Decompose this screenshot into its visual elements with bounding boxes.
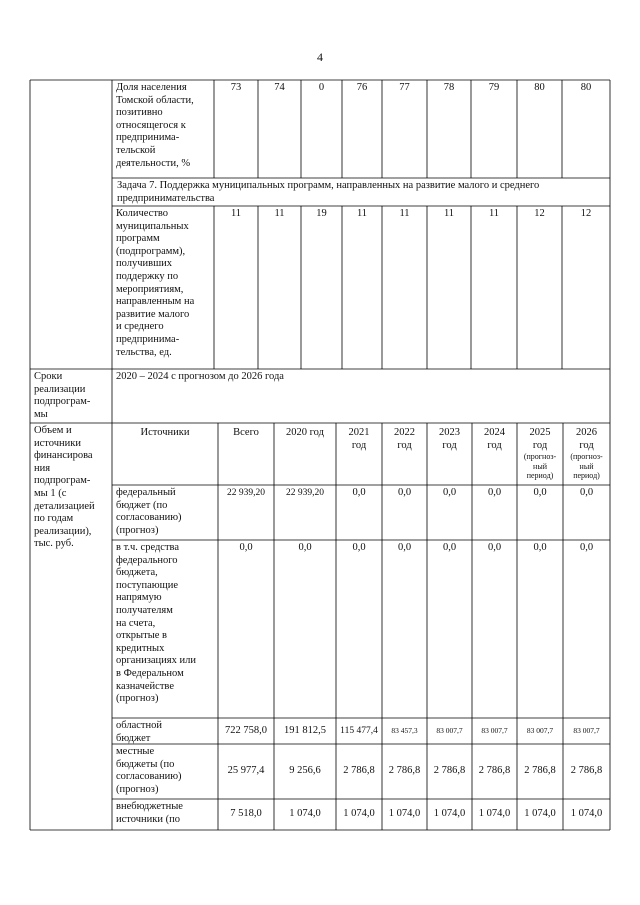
label-line: организациях или <box>116 655 196 667</box>
label-line: в Федеральном <box>116 667 184 679</box>
header-note: период) <box>573 471 600 481</box>
table-cell: 1 074,0 <box>433 808 466 820</box>
task7-line: Задача 7. Поддержка муниципальных программ, направленных на развитие малого и среднего <box>117 180 540 191</box>
indicator-programs-value: 11 <box>230 208 242 219</box>
label-line: тыс. руб. <box>34 538 74 550</box>
label-line: бюджет <box>116 732 151 744</box>
table-cell: 722 758,0 <box>225 724 267 736</box>
indicator-share-label <box>112 80 214 178</box>
financing-label <box>30 423 112 830</box>
indicator-share-value: 74 <box>274 82 285 93</box>
label-line: финансирова <box>34 450 93 462</box>
table-cell: 1 074,0 <box>524 808 556 820</box>
table-cell: 191 812,5 <box>284 724 326 736</box>
table-row-label <box>112 799 218 830</box>
header-sources: Источники <box>140 427 190 438</box>
table-row-label <box>112 718 218 744</box>
label-line: согласованию) <box>116 771 182 783</box>
header-2025 <box>517 423 563 481</box>
indicator-share-value: 77 <box>399 82 410 93</box>
label-line: муниципальных <box>116 220 189 232</box>
label-line: Томской области, <box>116 94 194 106</box>
table-cell: 0,0 <box>442 487 457 498</box>
indicator-share-value: 80 <box>534 82 545 93</box>
table-cell: 83 007,7 <box>573 725 600 735</box>
label-line: реализации), <box>34 525 92 537</box>
table-row-label <box>112 485 218 540</box>
table-cell: 1 074,0 <box>289 808 321 820</box>
header-line: 2025 <box>529 427 551 438</box>
indicator-programs-value: 11 <box>488 208 500 219</box>
table-cell: 1 074,0 <box>570 808 603 820</box>
label-line: мы 1 (с <box>34 487 67 499</box>
label-line: и среднего <box>116 321 164 333</box>
indicator-share-value: 80 <box>580 82 592 93</box>
header-2024 <box>472 423 517 452</box>
header-line: 2022 <box>394 427 415 438</box>
terms-value: 2020 – 2024 с прогнозом до 2026 года <box>116 371 284 382</box>
label-line: подпрограм- <box>34 396 91 408</box>
label-line: федерального <box>116 554 178 566</box>
label-line: детализацией <box>34 500 95 512</box>
header-2026 <box>563 423 610 481</box>
label-line: направленным на <box>116 296 195 308</box>
header-line: год <box>442 439 457 451</box>
task7-line: предпринимательства <box>117 192 215 204</box>
indicator-programs-value: 11 <box>356 208 368 219</box>
table-cell: 0,0 <box>442 542 457 553</box>
table-cell: 0,0 <box>397 487 412 498</box>
table-cell: 2 786,8 <box>388 765 421 777</box>
label-line: внебюджетные <box>116 801 183 812</box>
label-line: кредитных <box>116 642 165 654</box>
label-line: Объем и <box>34 425 72 436</box>
table-cell: 0,0 <box>533 542 547 553</box>
table-cell: 0,0 <box>579 542 594 553</box>
indicator-programs-value: 12 <box>534 208 545 219</box>
indicator-share-value: 79 <box>488 82 500 93</box>
terms-label <box>30 369 112 423</box>
label-line: Сроки <box>34 371 63 382</box>
label-line: программ <box>116 233 160 245</box>
label-line: местные <box>116 746 155 757</box>
indicator-share-value: 76 <box>356 82 368 93</box>
table-row-label <box>112 744 218 799</box>
label-line: в т.ч. средства <box>116 542 180 553</box>
label-line: предпринима- <box>116 132 180 144</box>
table-row-label <box>112 540 218 718</box>
label-line: напрямую <box>116 592 162 604</box>
indicator-programs-value: 12 <box>580 208 592 219</box>
table-cell: 2 786,8 <box>524 765 556 777</box>
label-line: согласованию) <box>116 512 182 524</box>
page-number: 4 <box>317 50 323 64</box>
header-2020: 2020 год <box>286 427 324 438</box>
label-line: бюджеты (по <box>116 758 175 770</box>
header-line: год <box>487 439 502 451</box>
table-cell: 0,0 <box>298 542 312 553</box>
table-cell: 2 786,8 <box>433 765 466 777</box>
header-note: ный <box>579 461 594 471</box>
label-line: (прогноз) <box>116 524 159 536</box>
label-line: бюджет (по <box>116 499 168 511</box>
table-cell: 0,0 <box>487 487 502 498</box>
label-line: позитивно <box>116 107 163 119</box>
label-line: казначействе <box>116 680 174 692</box>
header-total: Всего <box>233 427 259 438</box>
indicator-share-value: 0 <box>318 82 325 93</box>
indicator-programs-value: 11 <box>443 208 455 219</box>
label-line: деятельности, % <box>116 157 191 169</box>
label-line: источники (по <box>116 813 180 825</box>
table-cell: 1 074,0 <box>478 808 511 820</box>
table-cell: 7 518,0 <box>230 808 262 820</box>
indicator-share-value: 78 <box>443 82 455 93</box>
label-line: мероприятиям, <box>116 283 184 295</box>
task7-heading <box>112 178 610 206</box>
table-cell: 83 007,7 <box>526 725 554 735</box>
label-line: (прогноз) <box>116 783 159 795</box>
table-cell: 22 939,20 <box>227 488 265 498</box>
table-cell: 0,0 <box>533 487 547 498</box>
table-cell: 2 786,8 <box>343 765 375 777</box>
table-cell: 2 786,8 <box>478 765 511 777</box>
table-cell: 0,0 <box>239 542 253 553</box>
indicator-share-value: 73 <box>230 82 242 93</box>
label-line: (прогноз) <box>116 693 159 705</box>
label-line: Количество <box>116 208 169 219</box>
label-line: развитие малого <box>116 308 190 320</box>
label-line: бюджета, <box>116 567 158 579</box>
table-cell: 0,0 <box>352 542 366 553</box>
label-line: ния <box>34 462 51 474</box>
header-line: 2026 <box>576 427 597 438</box>
table-cell: 2 786,8 <box>570 765 603 777</box>
label-line: на счета, <box>116 617 156 629</box>
table-cell: 83 007,7 <box>481 725 508 735</box>
header-note: (прогноз- <box>570 452 603 462</box>
indicator-programs-value: 19 <box>316 208 327 219</box>
label-line: источники <box>34 437 81 449</box>
header-line: год <box>397 439 412 451</box>
header-line: 2024 <box>484 427 505 438</box>
table-cell: 0,0 <box>397 542 412 553</box>
label-line: федеральный <box>116 487 176 498</box>
table-cell: 1 074,0 <box>388 808 421 820</box>
indicator-programs-label <box>112 206 214 369</box>
label-line: поступающие <box>116 579 178 591</box>
label-line: мы <box>34 408 48 420</box>
header-note: период) <box>526 471 554 481</box>
label-line: тельской <box>116 144 156 156</box>
table-cell: 22 939,20 <box>286 488 324 498</box>
header-line: год <box>579 439 594 451</box>
header-line: год <box>532 439 548 451</box>
label-line: открытые в <box>116 630 167 642</box>
label-line: получателям <box>116 604 173 616</box>
indicator-programs-value: 11 <box>274 208 285 219</box>
label-line: реализации <box>34 383 86 395</box>
table-cell: 115 477,4 <box>340 725 378 736</box>
label-line: Доля населения <box>116 82 187 93</box>
label-line: областной <box>116 720 162 731</box>
label-line: относящегося к <box>116 119 186 131</box>
table-cell: 83 457,3 <box>391 725 418 735</box>
table-cell: 83 007,7 <box>436 725 463 735</box>
header-note: ный <box>533 461 547 471</box>
table-cell: 25 977,4 <box>227 765 265 777</box>
table-cell: 1 074,0 <box>343 808 375 820</box>
header-line: год <box>351 439 367 451</box>
label-line: поддержку по <box>116 270 179 282</box>
table-cell: 9 256,6 <box>289 765 321 777</box>
label-line: тельства, ед. <box>116 346 172 358</box>
label-line: подпрограм- <box>34 475 91 487</box>
table-cell: 0,0 <box>352 487 366 498</box>
label-line: (подпрограмм), <box>116 245 186 257</box>
indicator-programs-value: 11 <box>399 208 410 219</box>
label-line: по годам <box>34 513 74 525</box>
header-2022 <box>382 423 427 452</box>
label-line: получивших <box>116 258 173 270</box>
header-note: (прогноз- <box>523 452 557 462</box>
header-2023 <box>427 423 472 452</box>
table-cell: 0,0 <box>579 487 594 498</box>
header-line: 2021 <box>348 427 370 438</box>
label-line: предпринима- <box>116 333 180 345</box>
table-cell: 0,0 <box>487 542 502 553</box>
header-line: 2023 <box>439 427 460 438</box>
header-2021 <box>336 423 382 452</box>
